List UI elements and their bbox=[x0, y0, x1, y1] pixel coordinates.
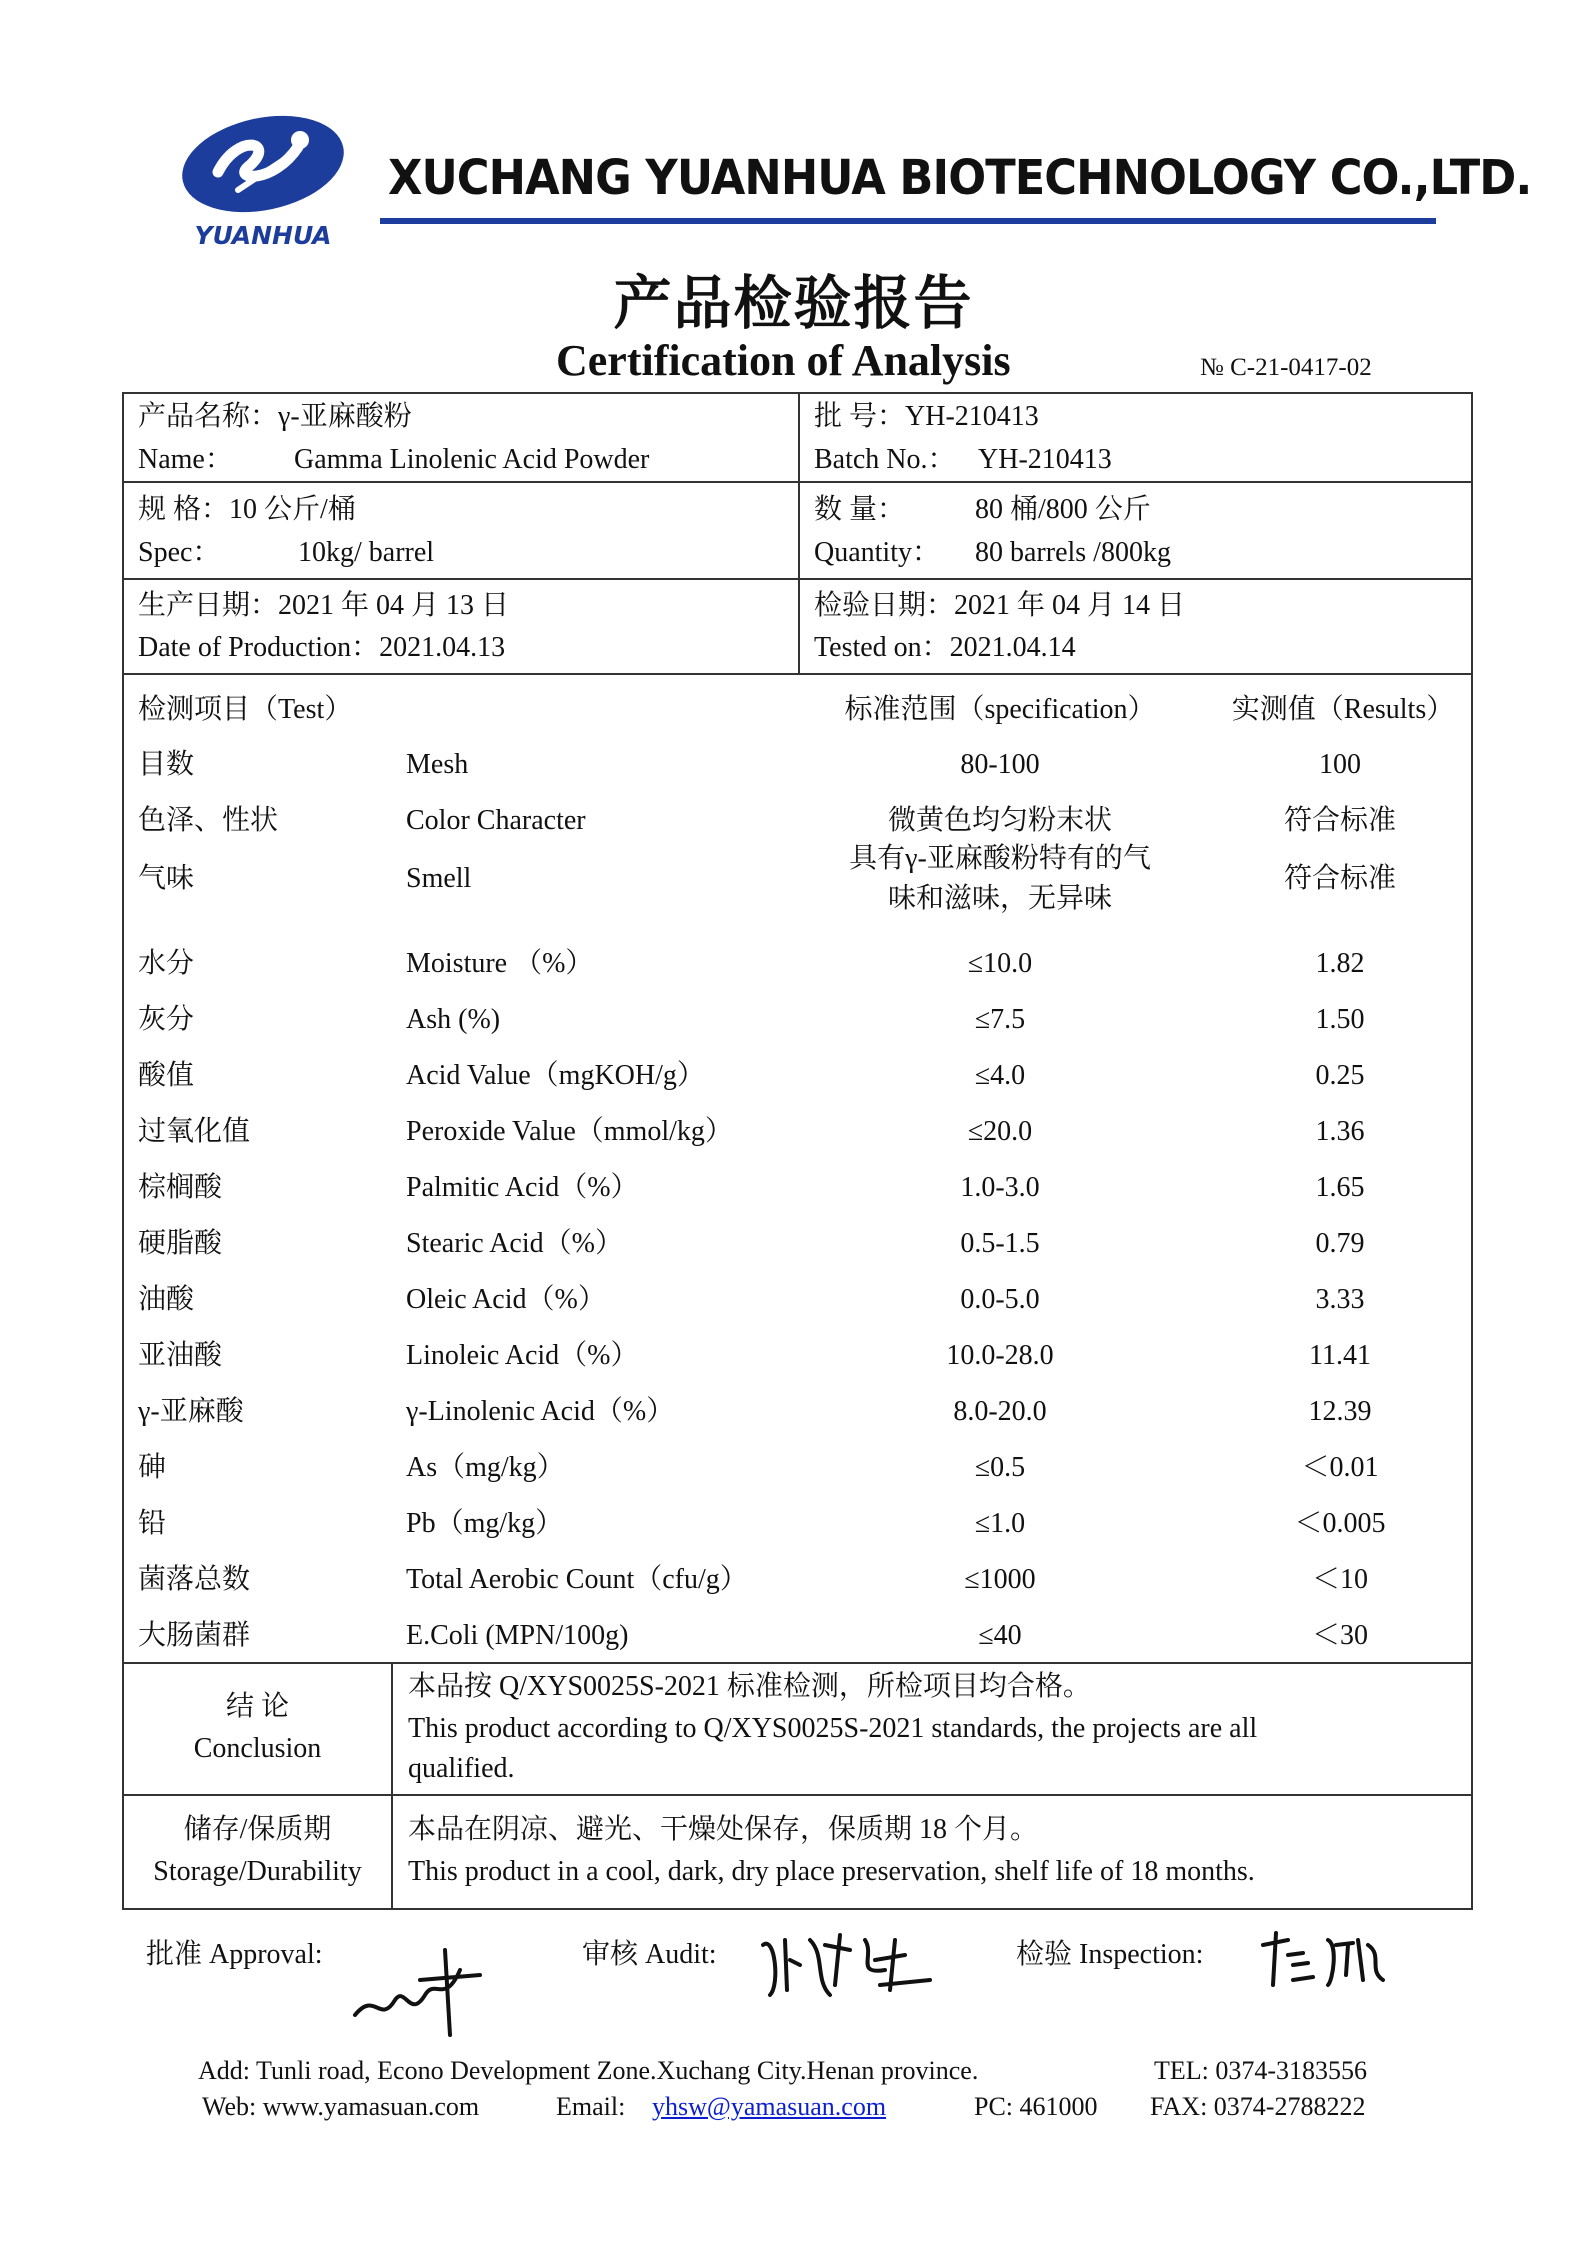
test-item-cn: 过氧化值 bbox=[138, 1116, 251, 1147]
title-english: Certification of Analysis bbox=[556, 336, 1011, 385]
specification-value: 0.5-1.5 bbox=[960, 1228, 1040, 1259]
result-value: ＜0.01 bbox=[1301, 1452, 1379, 1483]
result-value: ＜30 bbox=[1311, 1620, 1368, 1651]
test-item-en: Smell bbox=[406, 863, 472, 894]
test-item-en: Acid Value（mgKOH/g） bbox=[406, 1060, 705, 1091]
header-results: 实测值（Results） bbox=[1231, 694, 1455, 725]
test-item-en: Mesh bbox=[406, 749, 469, 780]
title-chinese: 产品检验报告 bbox=[613, 269, 974, 337]
test-item-en: Peroxide Value（mmol/kg） bbox=[406, 1116, 733, 1147]
product-name-en-label: Name： bbox=[138, 444, 233, 475]
test-item-cn: γ-亚麻酸 bbox=[138, 1396, 244, 1427]
result-value: 1.36 bbox=[1315, 1116, 1365, 1147]
footer-tel: TEL: 0374-3183556 bbox=[1154, 2056, 1368, 2085]
result-value: 0.25 bbox=[1315, 1060, 1365, 1091]
test-item-en: γ-Linolenic Acid（%） bbox=[406, 1396, 675, 1427]
certificate-number: № C-21-0417-02 bbox=[1200, 354, 1372, 381]
result-value: 12.39 bbox=[1308, 1396, 1372, 1427]
production-date-cn: 生产日期：2021 年 04 月 13 日 bbox=[138, 590, 510, 621]
conclusion-label-cn: 结 论 bbox=[225, 1691, 289, 1722]
storage-label-cn: 储存/保质期 bbox=[183, 1814, 332, 1845]
test-item-en: E.Coli (MPN/100g) bbox=[406, 1620, 629, 1651]
inspection-label: 检验 Inspection: bbox=[1016, 1939, 1204, 1970]
quantity-cn: 80 桶/800 公斤 bbox=[975, 494, 1151, 525]
test-item-en: Total Aerobic Count（cfu/g） bbox=[406, 1564, 748, 1595]
footer-address: Add: Tunli road, Econo Development Zone.Xuchang City.Henan province. bbox=[198, 2056, 979, 2085]
specification-value: ≤1000 bbox=[964, 1564, 1036, 1595]
header-test: 检测项目（Test） bbox=[138, 694, 353, 725]
test-item-en: Moisture （%） bbox=[406, 948, 594, 979]
specification-value: 具有γ-亚麻酸粉特有的气 bbox=[849, 843, 1151, 874]
result-value: 符合标准 bbox=[1283, 805, 1396, 836]
test-item-cn: 气味 bbox=[138, 863, 195, 894]
spec-en: 10kg/ barrel bbox=[298, 537, 435, 568]
result-value: 1.50 bbox=[1315, 1004, 1365, 1035]
result-value: 0.79 bbox=[1315, 1228, 1365, 1259]
specification-value-line2: 味和滋味，无异味 bbox=[887, 883, 1112, 914]
inspection-signature bbox=[1258, 1925, 1388, 1995]
audit-signature bbox=[755, 1925, 945, 2005]
spec-en-label: Spec： bbox=[138, 537, 221, 568]
test-item-cn: 菌落总数 bbox=[138, 1564, 251, 1595]
specification-value: 10.0-28.0 bbox=[946, 1340, 1054, 1371]
specification-value: ≤20.0 bbox=[967, 1116, 1033, 1147]
test-date-cn: 检验日期：2021 年 04 月 14 日 bbox=[814, 590, 1186, 621]
footer-email-label: Email: bbox=[556, 2092, 626, 2121]
test-item-cn: 砷 bbox=[138, 1452, 167, 1483]
email-link[interactable] bbox=[652, 2092, 886, 2122]
quantity-cn-label: 数 量： bbox=[814, 494, 906, 525]
conclusion-text-cn: 本品按 Q/XYS0025S-2021 标准检测，所检项目均合格。 bbox=[408, 1671, 1091, 1702]
result-value: ＜10 bbox=[1311, 1564, 1368, 1595]
conclusion-label-en: Conclusion bbox=[193, 1733, 322, 1764]
test-item-cn: 色泽、性状 bbox=[138, 805, 279, 836]
spec-cn: 规 格：10 公斤/桶 bbox=[138, 494, 356, 525]
result-value: ＜0.005 bbox=[1294, 1508, 1386, 1539]
test-item-cn: 油酸 bbox=[138, 1284, 195, 1315]
test-item-en: Stearic Acid（%） bbox=[406, 1228, 623, 1259]
specification-value: 1.0-3.0 bbox=[960, 1172, 1040, 1203]
quantity-en: 80 barrels /800kg bbox=[975, 537, 1171, 568]
test-item-en: Linoleic Acid（%） bbox=[406, 1340, 639, 1371]
product-name-cn: 产品名称：γ-亚麻酸粉 bbox=[138, 401, 412, 432]
row-divider bbox=[122, 1662, 1473, 1664]
specification-value: 微黄色均匀粉末状 bbox=[887, 805, 1112, 836]
specification-value: ≤4.0 bbox=[974, 1060, 1026, 1091]
test-item-en: Pb（mg/kg） bbox=[406, 1508, 564, 1539]
company-logo bbox=[178, 112, 348, 252]
batch-no-en: YH-210413 bbox=[978, 444, 1112, 475]
batch-no-en-label: Batch No.： bbox=[814, 444, 956, 475]
storage-label-en: Storage/Durability bbox=[153, 1856, 362, 1887]
specification-value: 80-100 bbox=[960, 749, 1040, 780]
header-divider bbox=[380, 218, 1436, 224]
test-item-en: Oleic Acid（%） bbox=[406, 1284, 606, 1315]
test-item-cn: 亚油酸 bbox=[138, 1340, 223, 1371]
result-value: 1.65 bbox=[1315, 1172, 1365, 1203]
test-item-cn: 目数 bbox=[138, 749, 195, 780]
result-value: 11.41 bbox=[1309, 1340, 1371, 1371]
test-item-cn: 灰分 bbox=[138, 1004, 195, 1035]
specification-value: ≤7.5 bbox=[974, 1004, 1026, 1035]
test-item-en: Ash (%) bbox=[406, 1004, 501, 1035]
test-item-en: Color Character bbox=[406, 805, 586, 836]
test-item-cn: 铅 bbox=[138, 1508, 167, 1539]
test-item-cn: 酸值 bbox=[138, 1060, 195, 1091]
logo-text: YUANHUA bbox=[194, 221, 332, 250]
test-item-cn: 棕榈酸 bbox=[138, 1172, 223, 1203]
approval-label: 批准 Approval: bbox=[146, 1939, 323, 1970]
test-date-en: Tested on：2021.04.14 bbox=[814, 632, 1076, 663]
column-divider bbox=[391, 1662, 393, 1910]
specification-value: ≤40 bbox=[978, 1620, 1022, 1651]
footer-web: Web: www.yamasuan.com bbox=[202, 2092, 480, 2121]
specification-value: 8.0-20.0 bbox=[953, 1396, 1047, 1427]
quantity-en-label: Quantity： bbox=[814, 537, 940, 568]
test-item-en: As（mg/kg） bbox=[406, 1452, 565, 1483]
specification-value: ≤0.5 bbox=[974, 1452, 1026, 1483]
result-value: 符合标准 bbox=[1283, 863, 1396, 894]
company-name: XUCHANG YUANHUA BIOTECHNOLOGY CO.,LTD. bbox=[388, 150, 1532, 206]
result-value: 1.82 bbox=[1315, 948, 1365, 979]
specification-value: ≤1.0 bbox=[974, 1508, 1026, 1539]
storage-text-cn: 本品在阴凉、避光、干燥处保存，保质期 18 个月。 bbox=[408, 1814, 1039, 1845]
production-date-en: Date of Production：2021.04.13 bbox=[138, 632, 506, 663]
footer-pc: PC: 461000 bbox=[974, 2092, 1098, 2121]
specification-value: 0.0-5.0 bbox=[960, 1284, 1040, 1315]
column-divider bbox=[798, 392, 800, 675]
result-value: 100 bbox=[1319, 749, 1361, 780]
test-item-cn: 水分 bbox=[138, 948, 195, 979]
row-divider bbox=[122, 1794, 1473, 1796]
email-link-text[interactable]: yhsw@yamasuan.com bbox=[652, 2092, 887, 2121]
batch-no-cn: 批 号：YH-210413 bbox=[814, 401, 1039, 432]
specification-value: ≤10.0 bbox=[967, 948, 1033, 979]
result-value: 3.33 bbox=[1315, 1284, 1365, 1315]
conclusion-text-en-2: qualified. bbox=[408, 1753, 515, 1784]
test-item-en: Palmitic Acid（%） bbox=[406, 1172, 639, 1203]
approval-signature bbox=[350, 1930, 490, 2040]
header-specification: 标准范围（specification） bbox=[844, 694, 1156, 725]
storage-text-en: This product in a cool, dark, dry place preservation, shelf life of 18 months. bbox=[408, 1856, 1255, 1887]
test-item-cn: 硬脂酸 bbox=[138, 1228, 223, 1259]
audit-label: 审核 Audit: bbox=[582, 1939, 717, 1970]
product-name-en: Gamma Linolenic Acid Powder bbox=[294, 444, 650, 475]
conclusion-text-en-1: This product according to Q/XYS0025S-2021 standards, the projects are all bbox=[408, 1713, 1258, 1744]
test-item-cn: 大肠菌群 bbox=[138, 1620, 251, 1651]
footer-fax: FAX: 0374-2788222 bbox=[1150, 2092, 1366, 2121]
